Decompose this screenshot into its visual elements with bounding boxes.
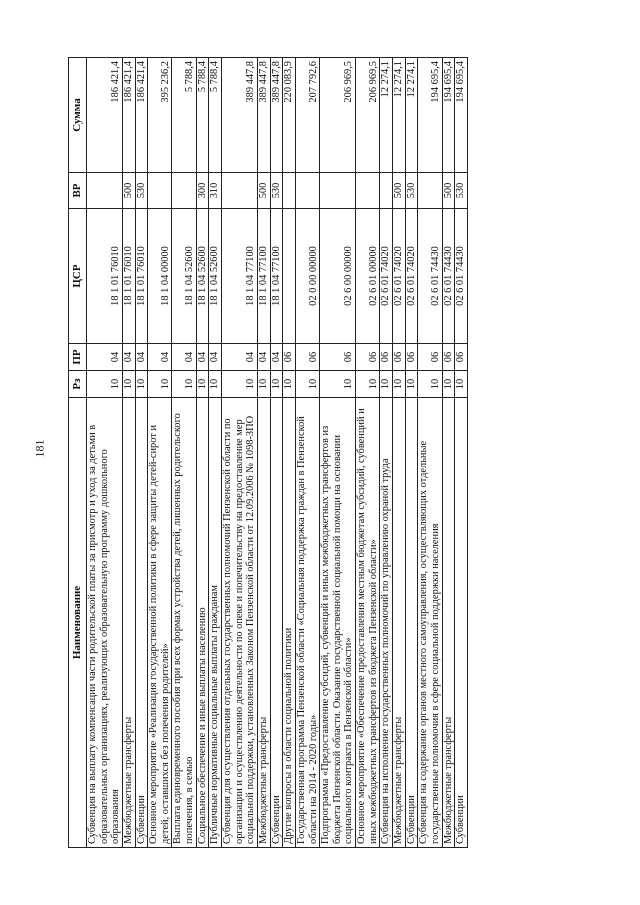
cell-name: Публичные нормативные социальные выплаты гражданам (209, 398, 222, 848)
cell-csr: 18 1 04 00000 (148, 209, 172, 344)
cell-name: Субвенции (455, 398, 468, 848)
cell-name: Государственная программа Пензенской области «Социальная поддержка граждан в Пензенской области на 2014 - 2020 годы» (295, 398, 319, 848)
cell-rz: 10 (196, 371, 209, 398)
cell-rz: 10 (283, 371, 296, 398)
header-sum: Сумма (69, 58, 87, 173)
table-row (122, 58, 135, 848)
cell-rz: 10 (135, 371, 148, 398)
cell-name: Другие вопросы в области социальной политики (283, 398, 296, 848)
cell-pr: 06 (283, 344, 296, 371)
cell-name: Основное мероприятие «Обеспечение предоставления местным бюджетам субсидий, субвенций и иных межбюджетных трансфертов из бюджета Пензенской области» (356, 398, 380, 848)
cell-pr: 04 (209, 344, 222, 371)
cell-pr: 06 (455, 344, 468, 371)
cell-sum: 186 421,4 (87, 58, 123, 173)
cell-rz: 10 (270, 371, 283, 398)
table-body (87, 58, 468, 848)
cell-csr: 18 1 04 52600 (196, 209, 209, 344)
cell-name: Субвенция на выплату компенсации части родительской платы за присмотр и уход за детьми в образовательных организациях, реализующих образовательную программу дошкольного образования (87, 398, 123, 848)
cell-csr: 02 6 01 74430 (418, 209, 442, 344)
cell-sum: 186 421,4 (122, 58, 135, 173)
cell-vr (222, 173, 258, 209)
cell-sum: 389 447,8 (270, 58, 283, 173)
cell-pr: 04 (172, 344, 196, 371)
cell-name: Субвенция для осуществления отдельных государственных полномочий Пензенской области по организации и осуществлению деятельности по опеке и попечительству на предоставление мер социальной поддержки, установленных Законом Пензенской области от 12.09.2006 № 1098-ЗПО (222, 398, 258, 848)
cell-rz: 10 (405, 371, 418, 398)
cell-vr (380, 173, 393, 209)
cell-rz: 10 (148, 371, 172, 398)
cell-sum: 220 083,9 (283, 58, 296, 173)
table-row (196, 58, 209, 848)
cell-vr: 500 (122, 173, 135, 209)
cell-name: Субвенция на содержание органов местного самоуправления, осуществляющих отдельные государственные полномочия в сфере социальной поддержки населения (418, 398, 442, 848)
cell-vr (172, 173, 196, 209)
cell-csr: 18 1 04 52600 (209, 209, 222, 344)
cell-sum: 12 274,1 (405, 58, 418, 173)
cell-sum: 186 421,4 (135, 58, 148, 173)
cell-vr: 530 (270, 173, 283, 209)
cell-sum: 395 236,2 (148, 58, 172, 173)
cell-vr: 300 (196, 173, 209, 209)
cell-vr: 310 (209, 173, 222, 209)
cell-name: Выплата единовременного пособия при всех формах устройства детей, лишенных родительского попечения, в семью (172, 398, 196, 848)
cell-pr: 04 (87, 344, 123, 371)
cell-name: Субвенции (135, 398, 148, 848)
table-row (283, 58, 296, 848)
cell-csr: 02 6 01 74430 (442, 209, 455, 344)
cell-pr: 06 (405, 344, 418, 371)
cell-rz: 10 (295, 371, 319, 398)
cell-csr: 02 6 01 74020 (405, 209, 418, 344)
header-vr: ВР (69, 173, 87, 209)
cell-rz: 10 (172, 371, 196, 398)
table-row (135, 58, 148, 848)
cell-csr: 18 1 01 76010 (122, 209, 135, 344)
cell-sum: 194 695,4 (418, 58, 442, 173)
header-pr: ПР (69, 344, 87, 371)
cell-pr: 04 (270, 344, 283, 371)
page-number: 181 (32, 439, 47, 458)
cell-rz: 10 (122, 371, 135, 398)
cell-rz: 10 (380, 371, 393, 398)
cell-sum: 194 695,4 (455, 58, 468, 173)
cell-sum: 389 447,8 (222, 58, 258, 173)
cell-name: Межбюджетные трансферты (257, 398, 270, 848)
cell-sum: 12 274,1 (380, 58, 393, 173)
cell-sum: 206 969,5 (356, 58, 380, 173)
cell-name: Межбюджетные трансферты (122, 398, 135, 848)
cell-rz: 10 (222, 371, 258, 398)
table-row (295, 58, 319, 848)
cell-csr (283, 209, 296, 344)
cell-vr: 530 (455, 173, 468, 209)
cell-pr: 04 (135, 344, 148, 371)
cell-name: Подпрограмма «Предоставление субсидий, субвенций и иных межбюджетных трансфертов из бюджета Пензенской области. Оказание государственной социальной помощи на основании социального контракта в Пензенской области» (320, 398, 356, 848)
cell-csr: 18 1 01 76010 (135, 209, 148, 344)
table-row (87, 58, 123, 848)
table-row (257, 58, 270, 848)
cell-vr: 530 (135, 173, 148, 209)
cell-name: Межбюджетные трансферты (442, 398, 455, 848)
cell-pr: 06 (380, 344, 393, 371)
table-row (356, 58, 380, 848)
cell-rz: 10 (87, 371, 123, 398)
cell-vr (148, 173, 172, 209)
cell-name: Субвенция на исполнение государственных полномочий по управлению охраной труда (380, 398, 393, 848)
budget-table (68, 57, 468, 848)
cell-vr: 500 (442, 173, 455, 209)
table-row (418, 58, 442, 848)
header-rz: Рз (69, 371, 87, 398)
cell-vr (418, 173, 442, 209)
cell-csr: 02 6 01 74020 (380, 209, 393, 344)
cell-name: Субвенции (405, 398, 418, 848)
cell-sum: 389 447,8 (257, 58, 270, 173)
cell-pr: 04 (148, 344, 172, 371)
table-row (172, 58, 196, 848)
cell-vr: 500 (393, 173, 406, 209)
table-row (209, 58, 222, 848)
cell-vr (295, 173, 319, 209)
cell-sum: 12 274,1 (393, 58, 406, 173)
cell-csr: 18 1 04 77100 (270, 209, 283, 344)
rotated-page (68, 58, 573, 848)
cell-csr: 02 0 00 00000 (295, 209, 319, 344)
cell-pr: 04 (257, 344, 270, 371)
cell-pr: 06 (418, 344, 442, 371)
table-row (380, 58, 393, 848)
cell-pr: 06 (442, 344, 455, 371)
cell-sum: 5 788,4 (209, 58, 222, 173)
cell-rz: 10 (320, 371, 356, 398)
header-name: Наименование (69, 398, 87, 848)
cell-sum: 207 792,6 (295, 58, 319, 173)
cell-rz: 10 (209, 371, 222, 398)
cell-pr: 06 (295, 344, 319, 371)
cell-vr (283, 173, 296, 209)
table-row (455, 58, 468, 848)
cell-rz: 10 (257, 371, 270, 398)
cell-pr: 06 (356, 344, 380, 371)
table-row (393, 58, 406, 848)
cell-name: Основное мероприятие «Реализация государственной политики в сфере защиты детей-сирот и детей, оставшихся без попечения родителей» (148, 398, 172, 848)
cell-vr (320, 173, 356, 209)
cell-csr: 18 1 04 77100 (257, 209, 270, 344)
cell-pr: 06 (320, 344, 356, 371)
cell-pr: 04 (122, 344, 135, 371)
table-row (222, 58, 258, 848)
cell-name: Межбюджетные трансферты (393, 398, 406, 848)
cell-csr: 18 1 01 76010 (87, 209, 123, 344)
cell-rz: 10 (442, 371, 455, 398)
cell-pr: 04 (196, 344, 209, 371)
cell-csr: 02 6 01 00000 (356, 209, 380, 344)
header-row (69, 58, 87, 848)
table-row (270, 58, 283, 848)
cell-csr: 18 1 04 52600 (172, 209, 196, 344)
table-row (442, 58, 455, 848)
cell-vr (87, 173, 123, 209)
cell-sum: 5 788,4 (196, 58, 209, 173)
cell-vr: 530 (405, 173, 418, 209)
cell-csr: 02 6 01 74430 (455, 209, 468, 344)
table-row (148, 58, 172, 848)
cell-name: Социальное обеспечение и иные выплаты населению (196, 398, 209, 848)
table-row (320, 58, 356, 848)
cell-name: Субвенции (270, 398, 283, 848)
cell-csr: 02 6 01 74020 (393, 209, 406, 344)
cell-sum: 206 969,5 (320, 58, 356, 173)
cell-csr: 18 1 04 77100 (222, 209, 258, 344)
cell-rz: 10 (455, 371, 468, 398)
cell-rz: 10 (418, 371, 442, 398)
cell-pr: 06 (393, 344, 406, 371)
cell-sum: 194 695,4 (442, 58, 455, 173)
cell-sum: 5 788,4 (172, 58, 196, 173)
cell-csr: 02 6 00 00000 (320, 209, 356, 344)
cell-rz: 10 (393, 371, 406, 398)
cell-rz: 10 (356, 371, 380, 398)
cell-vr (356, 173, 380, 209)
cell-pr: 04 (222, 344, 258, 371)
cell-vr: 500 (257, 173, 270, 209)
table-row (405, 58, 418, 848)
header-csr: ЦСР (69, 209, 87, 344)
